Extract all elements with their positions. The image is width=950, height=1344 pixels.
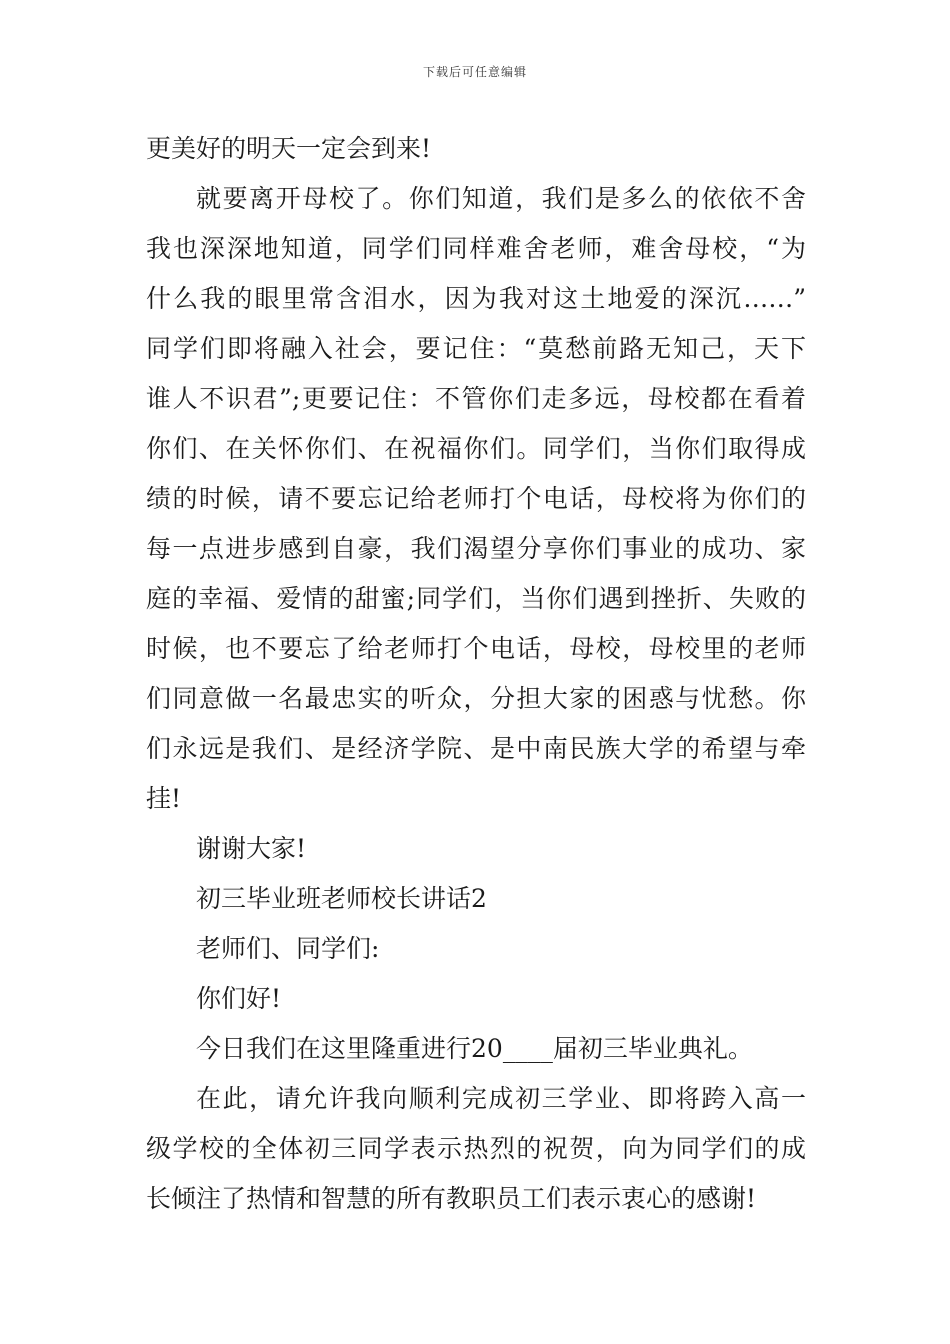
text-line: 谁人不识君”;更要记住：不管你们走多远，母校都在看着	[146, 384, 806, 413]
text-line: 们永远是我们、是经济学院、是中南民族大学的希望与牵	[146, 734, 806, 763]
text-line: 级学校的全体初三同学表示热烈的祝贺，向为同学们的成	[146, 1134, 806, 1163]
text-line: 长倾注了热情和智慧的所有教职员工们表示衷心的感谢!	[146, 1184, 757, 1213]
text-line: 庭的幸福、爱情的甜蜜;同学们，当你们遇到挫折、失败的	[146, 584, 806, 613]
text-line: 在此，请允许我向顺利完成初三学业、即将跨入高一	[196, 1084, 806, 1113]
text-line: 你们好!	[196, 984, 282, 1013]
text-line: 绩的时候，请不要忘记给老师打个电话，母校将为你们的	[146, 484, 806, 513]
page-header: 下载后可任意编辑	[422, 65, 527, 79]
text-line: 挂!	[146, 784, 182, 813]
text-line: 每一点进步感到自豪，我们渴望分享你们事业的成功、家	[146, 534, 806, 563]
section-title: 初三毕业班老师校长讲话2	[196, 884, 487, 913]
text-line: 同学们即将融入社会，要记住：“莫愁前路无知己，天下	[146, 334, 806, 363]
text-line: 谢谢大家!	[196, 834, 307, 863]
text-line: 就要离开母校了。你们知道，我们是多么的依依不舍	[196, 184, 806, 213]
text-line: 什么我的眼里常含泪水，因为我对这土地爱的深沉……”	[146, 284, 806, 313]
text-line: 时候，也不要忘了给老师打个电话，母校，母校里的老师	[146, 634, 806, 663]
text-line: 我也深深地知道，同学们同样难舍老师，难舍母校，“为	[146, 234, 806, 263]
document-body	[146, 124, 806, 1224]
text-line: 老师们、同学们:	[196, 934, 380, 963]
text-line: 们同意做一名最忠实的听众，分担大家的困惑与忧愁。你	[146, 684, 806, 713]
text-line: 更美好的明天一定会到来!	[146, 134, 432, 163]
text-line: 今日我们在这里隆重进行20____届初三毕业典礼。	[196, 1034, 753, 1063]
text-line: 你们、在关怀你们、在祝福你们。同学们，当你们取得成	[146, 434, 806, 463]
